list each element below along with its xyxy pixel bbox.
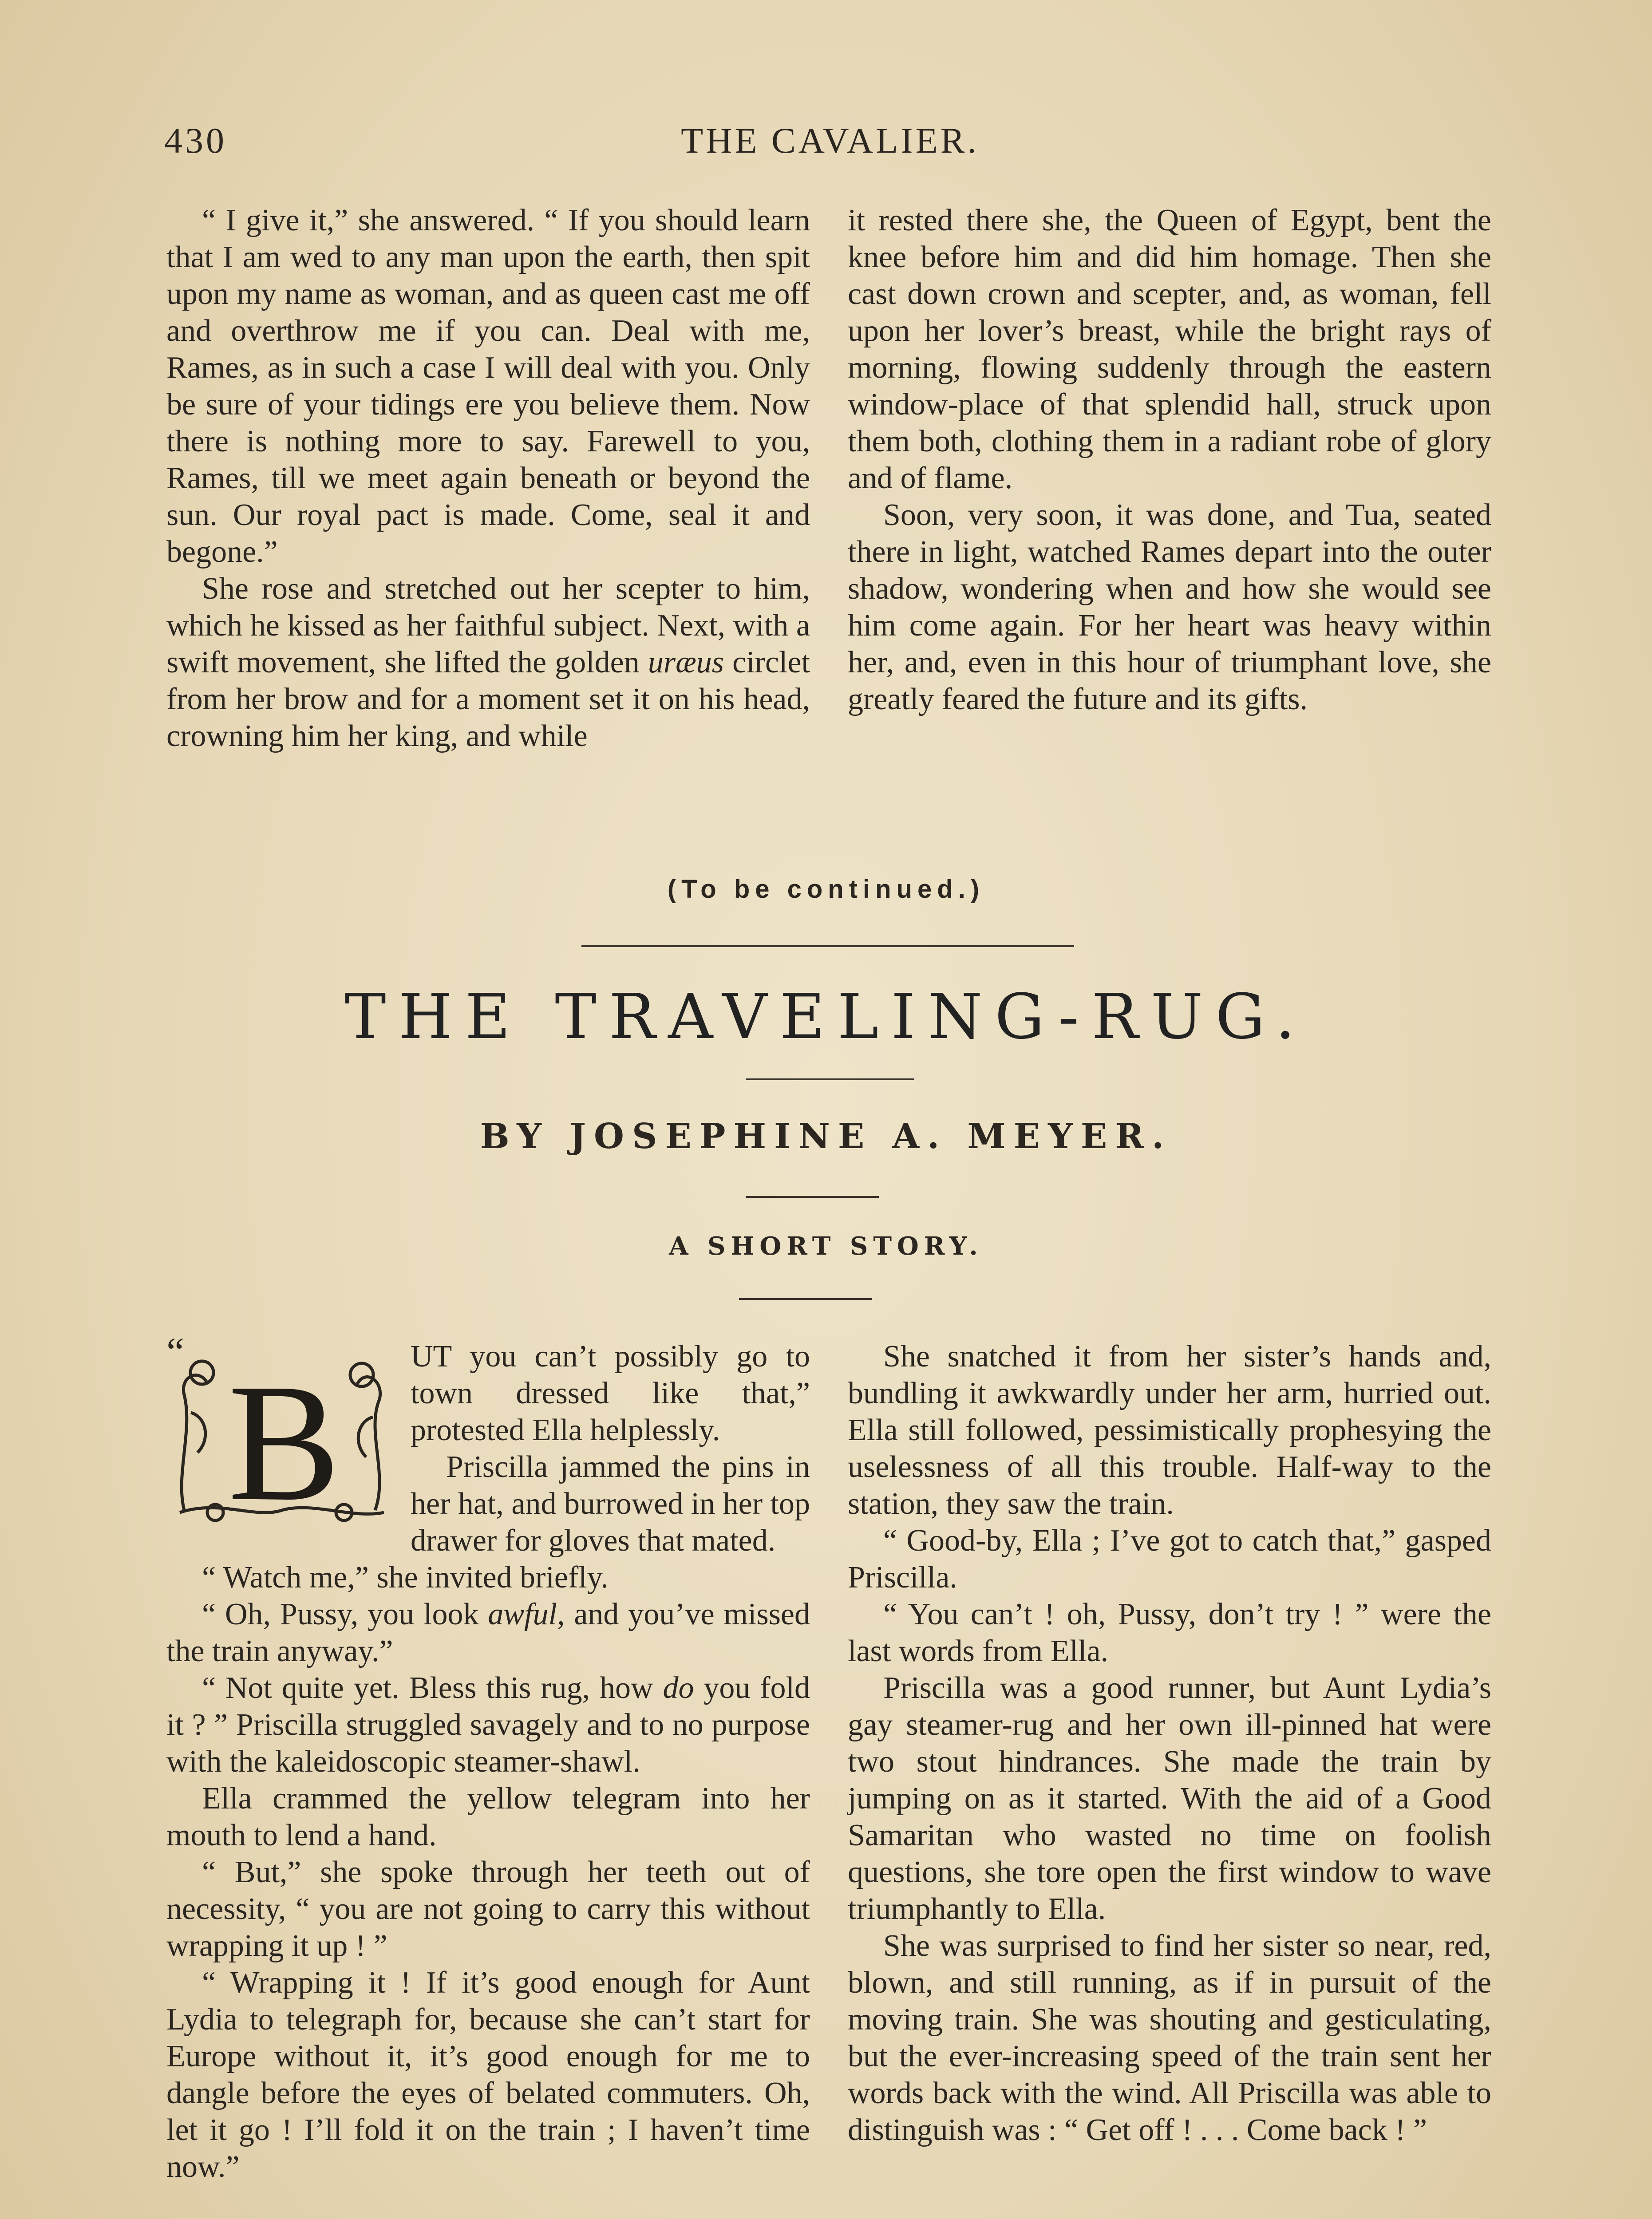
running-header xyxy=(164,120,1496,173)
story-paragraph: “ Wrapping it ! If it’s good enough for Aunt Lydia to telegraph for, because she can’t start for Europe without it, it’s good enough for me to dangle before the eyes of belated commuters. Oh, let it go ! I’ll fold it on the train ; I haven’t time now.” xyxy=(166,1966,810,2184)
story-paragraph: UT you can’t possibly go to town dressed like that,” protested Ella helplessly. xyxy=(411,1339,810,1447)
serial-paragraph: She rose and stretched out her scepter to him, which he kissed as her faithful subject. Next, with a swift movement, she lifted the golden uræus circlet from her brow and for a moment set it on his head, crowning him her king, and while xyxy=(166,572,810,753)
story-title: THE TRAVELING-RUG. xyxy=(344,981,1308,1053)
story-paragraph: “ Oh, Pussy, you look awful, and you’ve missed the train anyway.” xyxy=(166,1597,810,1668)
story-byline: BY JOSEPHINE A. MEYER. xyxy=(480,1116,1172,1157)
drop-cap-quote: “ xyxy=(166,1330,184,1374)
serial-right-column xyxy=(848,202,1491,718)
byline-rule xyxy=(746,1196,879,1198)
serial-paragraph: Soon, very soon, it was done, and Tua, seated there in light, watched Rames depart into the outer shadow, wondering when and how she would see him come again. For her heart was heavy within her, and, even in this hour of triumphant love, she greatly feared the future and its gifts. xyxy=(848,498,1491,716)
story-paragraph: “ But,” she spoke through her teeth out of necessity, “ you are not going to carry this without wrapping it up ! ” xyxy=(166,1855,810,1963)
page-number: 430 xyxy=(164,120,227,161)
drop-cap-letter: B xyxy=(228,1349,340,1528)
story-paragraph: Ella crammed the yellow telegram into her mouth to lend a hand. xyxy=(166,1781,810,1852)
story-paragraph: Priscilla was a good runner, but Aunt Lydia’s gay steamer-rug and her own ill-pinned hat were two stout hindrances. She made the train by jumping on as it started. With the aid of a Good Samaritan who wasted no time on foolish questions, she tore open the first window to wave triumphantly to Ella. xyxy=(848,1671,1491,1926)
drop-cap xyxy=(166,1330,397,1528)
story-paragraph: “ Good-by, Ella ; I’ve got to catch that,” gasped Priscilla. xyxy=(848,1524,1491,1595)
story-paragraph: “ Not quite yet. Bless this rug, how do you fold it ? ” Priscilla struggled savagely and to no purpose with the kaleidoscopic steamer-shawl. xyxy=(166,1671,810,1779)
magazine-title: THE CAVALIER. xyxy=(681,120,979,161)
story-right-column xyxy=(848,1338,1491,2148)
story-paragraph: She was surprised to find her sister so near, red, blown, and still running, as if in pursuit of the moving train. She was shouting and gesticulating, but the ever-increasing speed of the train sent her words back with the wind. All Priscilla was able to distinguish was : “ Get off ! . . . Come back ! ” xyxy=(848,1929,1491,2147)
story-kicker: A SHORT STORY. xyxy=(669,1232,983,1261)
floral-ornament-icon xyxy=(166,1342,397,1528)
section-divider xyxy=(581,945,1074,947)
title-rule xyxy=(746,1078,914,1080)
story-paragraph: “ You can’t ! oh, Pussy, don’t try ! ” were the last words from Ella. xyxy=(848,1597,1491,1668)
to-be-continued: (To be continued.) xyxy=(667,875,985,904)
story-paragraph: She snatched it from her sister’s hands and, bundling it awkwardly under her arm, hurried out. Ella still followed, pessimistically prophesying the uselessness of all this trouble. Half-way to the station, they saw the train. xyxy=(848,1339,1491,1521)
serial-paragraph: “ I give it,” she answered. “ If you should learn that I am wed to any man upon the earth, then spit upon my name as woman, and as queen cast me off and overthrow me if you can. Deal with me, Rames, as in such a case I will deal with you. Only be sure of your tidings ere you believe them. Now there is nothing more to say. Farewell to you, Rames, till we meet again beneath or beyond the sun. Our royal pact is made. Come, seal it and begone.” xyxy=(166,203,810,569)
story-paragraph: Priscilla jammed the pins in her hat, and burrowed in her top drawer for gloves that mated. xyxy=(411,1450,810,1558)
serial-left-column xyxy=(166,202,810,754)
story-paragraph: “ Watch me,” she invited briefly. xyxy=(202,1560,609,1595)
serial-paragraph: it rested there she, the Queen of Egypt, bent the knee before him and did him homage. Then she cast down crown and scepter, and, as woman, fell upon her lover’s breast, while the bright rays of morning, flowing suddenly through the eastern window-place of that splendid hall, struck upon them both, clothing them in a radiant robe of glory and of flame. xyxy=(848,203,1491,495)
kicker-rule xyxy=(739,1298,872,1300)
story-left-column xyxy=(166,1330,810,2185)
